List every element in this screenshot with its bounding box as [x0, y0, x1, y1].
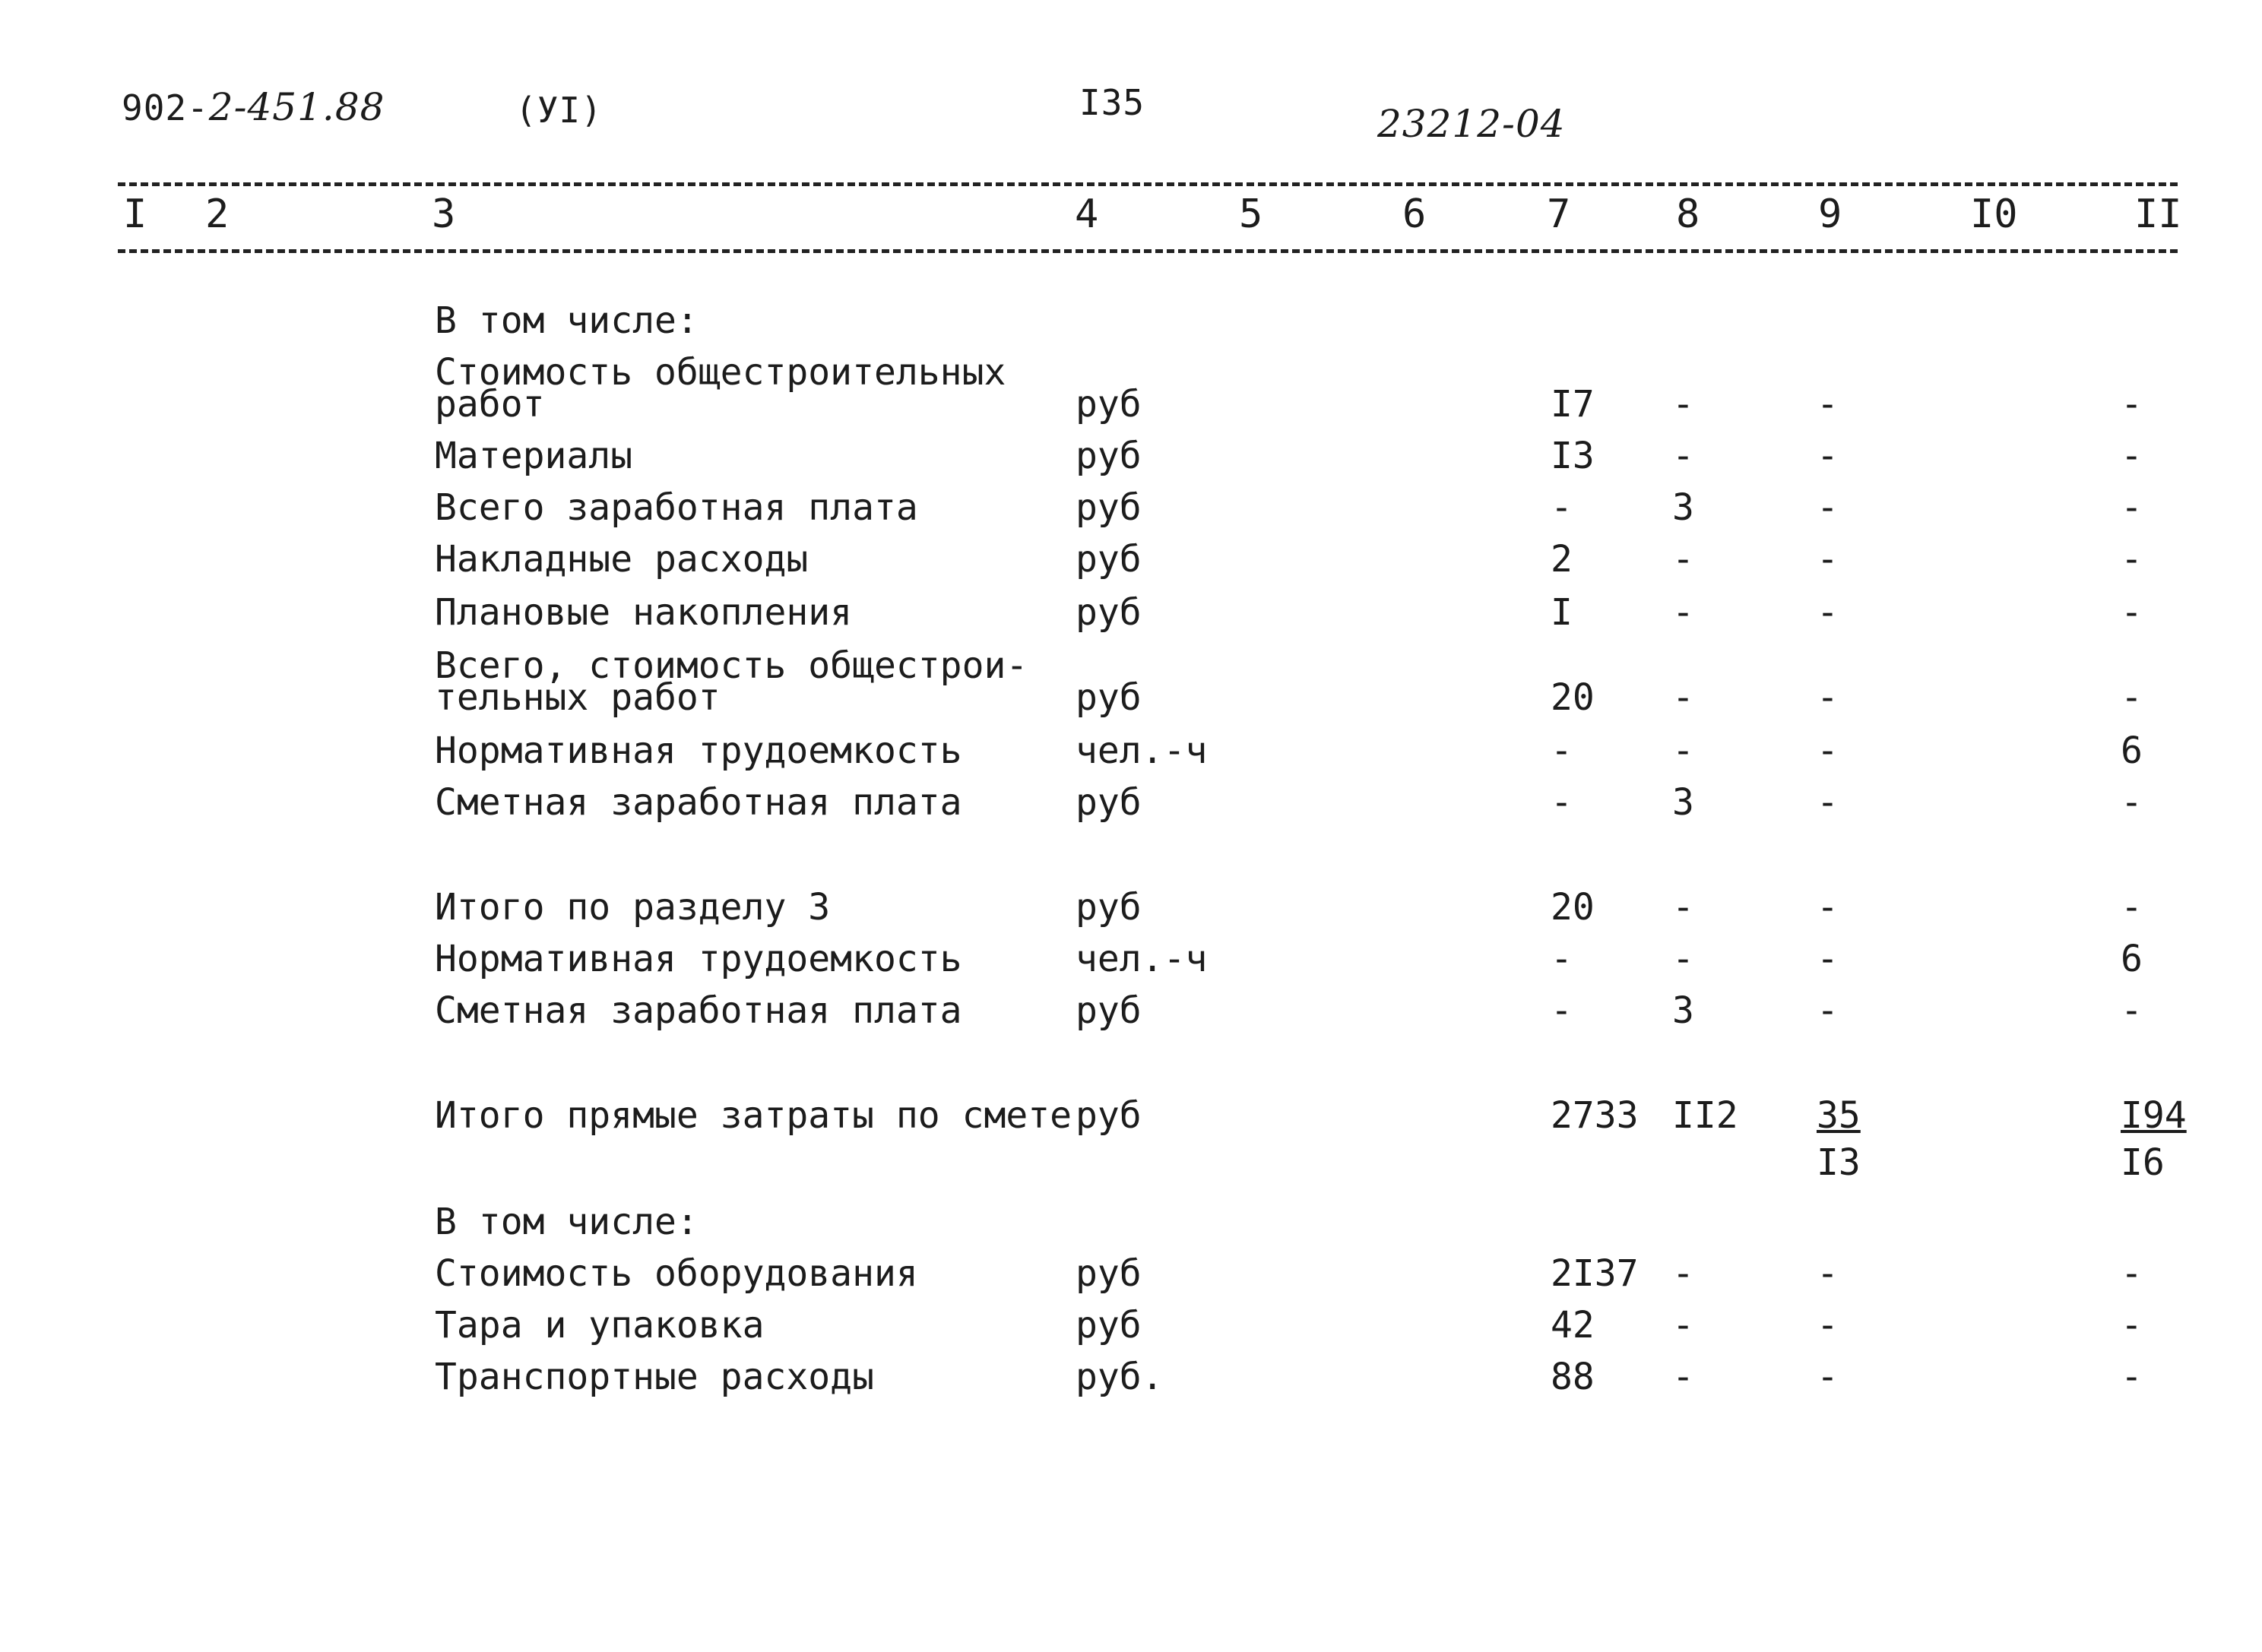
row-unit: чел.-ч — [1076, 938, 1208, 980]
row-label: Нормативная трудоемкость — [435, 729, 962, 772]
table-row — [0, 299, 2262, 356]
row-label: Итого прямые затраты по смете — [435, 1094, 1072, 1137]
row-col11: 6 — [2121, 938, 2143, 980]
row-col11: - — [2121, 676, 2143, 719]
column-number-1: I — [123, 191, 147, 237]
row-label: Всего, стоимость общестрои- — [435, 644, 1028, 687]
column-number-3: 3 — [432, 191, 456, 237]
row-unit: руб — [1076, 1094, 1142, 1137]
table-row — [0, 591, 2262, 647]
row-col11: - — [2121, 591, 2143, 634]
row-col11-numerator: I94 — [2121, 1094, 2187, 1137]
row-label: Тара и упаковка — [435, 1304, 765, 1347]
row-col8: - — [1672, 729, 1694, 772]
column-number-4: 4 — [1075, 191, 1099, 237]
row-unit: руб — [1076, 435, 1142, 477]
row-unit: руб — [1076, 486, 1142, 529]
column-number-10: I0 — [1970, 191, 2018, 237]
row-col11: - — [2121, 1304, 2143, 1347]
table-row — [0, 351, 2262, 438]
row-unit: руб — [1076, 676, 1142, 719]
column-header-top-rule — [118, 182, 2178, 186]
row-col8: - — [1672, 383, 1694, 426]
row-col9: - — [1817, 538, 1839, 581]
row-unit: руб — [1076, 538, 1142, 581]
column-number-5: 5 — [1239, 191, 1263, 237]
row-col9: - — [1817, 1356, 1839, 1398]
row-label: Стоимость оборудования — [435, 1252, 918, 1295]
row-col8: - — [1672, 591, 1694, 634]
table-row — [0, 938, 2262, 994]
row-col7: - — [1551, 938, 1573, 980]
row-col8: - — [1672, 1252, 1694, 1295]
table-row — [0, 1252, 2262, 1309]
row-col7: I — [1551, 591, 1573, 634]
row-col7: I3 — [1551, 435, 1595, 477]
row-col9-denominator: I3 — [1817, 1141, 1861, 1184]
column-number-9: 9 — [1818, 191, 1842, 237]
row-col11: - — [2121, 435, 2143, 477]
column-number-8: 8 — [1676, 191, 1700, 237]
row-col8: - — [1672, 886, 1694, 929]
table-row — [0, 729, 2262, 786]
table-row — [0, 989, 2262, 1046]
row-col7: 88 — [1551, 1356, 1595, 1398]
row-label: Нормативная трудоемкость — [435, 938, 962, 980]
row-col7: 2733 — [1551, 1094, 1639, 1137]
row-col11: - — [2121, 538, 2143, 581]
table-row — [0, 644, 2262, 731]
column-number-11: II — [2134, 191, 2182, 237]
row-label: В том числе: — [435, 1201, 699, 1243]
table-row — [0, 435, 2262, 491]
row-col11: - — [2121, 781, 2143, 824]
row-col7: 20 — [1551, 676, 1595, 719]
document-code — [122, 85, 385, 129]
row-label: Плановые накопления — [435, 591, 853, 634]
row-label: Сметная заработная плата — [435, 781, 962, 824]
row-col9: - — [1817, 1252, 1839, 1295]
row-label: Всего заработная плата — [435, 486, 918, 529]
row-col8: - — [1672, 538, 1694, 581]
column-number-2: 2 — [205, 191, 230, 237]
row-col8: - — [1672, 676, 1694, 719]
row-unit: руб — [1076, 886, 1142, 929]
table-row — [0, 1094, 2262, 1196]
row-col7: - — [1551, 989, 1573, 1032]
page-number: I35 — [1079, 82, 1145, 123]
row-col11: - — [2121, 1252, 2143, 1295]
row-col7: 20 — [1551, 886, 1595, 929]
row-col8: 3 — [1672, 486, 1694, 529]
table-row — [0, 538, 2262, 594]
row-col9: - — [1817, 591, 1839, 634]
row-col8: 3 — [1672, 989, 1694, 1032]
table-row — [0, 1201, 2262, 1257]
row-label: Материалы — [435, 435, 633, 477]
row-label: Транспортные расходы — [435, 1356, 874, 1398]
row-col8: - — [1672, 435, 1694, 477]
row-label: Стоимость общестроительных — [435, 351, 1006, 394]
section-marker: (УI) — [515, 90, 603, 131]
row-unit: руб. — [1076, 1356, 1164, 1398]
row-col9: - — [1817, 886, 1839, 929]
row-unit: руб — [1076, 989, 1142, 1032]
row-unit: руб — [1076, 781, 1142, 824]
row-col9: - — [1817, 435, 1839, 477]
table-row — [0, 1304, 2262, 1360]
table-row — [0, 781, 2262, 837]
table-row — [0, 886, 2262, 942]
row-col9: - — [1817, 729, 1839, 772]
row-col8: - — [1672, 1356, 1694, 1398]
row-col9: - — [1817, 383, 1839, 426]
document-code-handwritten: 2-451.88 — [208, 85, 385, 129]
row-col8: II2 — [1672, 1094, 1738, 1137]
row-col9: - — [1817, 676, 1839, 719]
row-col8: - — [1672, 938, 1694, 980]
row-col9: - — [1817, 781, 1839, 824]
row-unit: чел.-ч — [1076, 729, 1208, 772]
row-col7: 42 — [1551, 1304, 1595, 1347]
row-label: В том числе: — [435, 299, 699, 342]
row-col7: - — [1551, 729, 1573, 772]
column-header-bottom-rule — [118, 249, 2178, 253]
row-col9: - — [1817, 989, 1839, 1032]
row-col11: - — [2121, 886, 2143, 929]
row-col7: - — [1551, 486, 1573, 529]
column-number-6: 6 — [1402, 191, 1427, 237]
row-label-continued: работ — [435, 383, 545, 426]
row-col11: - — [2121, 1356, 2143, 1398]
table-row — [0, 1356, 2262, 1412]
row-col9: - — [1817, 938, 1839, 980]
row-label: Итого по разделу 3 — [435, 886, 831, 929]
row-col8: - — [1672, 1304, 1694, 1347]
column-number-7: 7 — [1547, 191, 1571, 237]
row-col11-denominator: I6 — [2121, 1141, 2165, 1184]
row-col7: I7 — [1551, 383, 1595, 426]
row-unit: руб — [1076, 383, 1142, 426]
row-col9: - — [1817, 486, 1839, 529]
row-col11: - — [2121, 989, 2143, 1032]
album-code: 23212-04 — [1377, 102, 1566, 146]
row-unit: руб — [1076, 591, 1142, 634]
row-col7: - — [1551, 781, 1573, 824]
row-label: Накладные расходы — [435, 538, 809, 581]
row-col11: - — [2121, 383, 2143, 426]
row-col8: 3 — [1672, 781, 1694, 824]
row-col11: - — [2121, 486, 2143, 529]
row-col9: - — [1817, 1304, 1839, 1347]
row-col11: 6 — [2121, 729, 2143, 772]
row-col7: 2I37 — [1551, 1252, 1639, 1295]
row-col9-numerator: 35 — [1817, 1094, 1861, 1137]
row-label-continued: тельных работ — [435, 676, 721, 719]
row-unit: руб — [1076, 1304, 1142, 1347]
row-unit: руб — [1076, 1252, 1142, 1295]
document-code-prefix: 902- — [122, 87, 209, 128]
table-row — [0, 486, 2262, 543]
row-label: Сметная заработная плата — [435, 989, 962, 1032]
row-col7: 2 — [1551, 538, 1573, 581]
